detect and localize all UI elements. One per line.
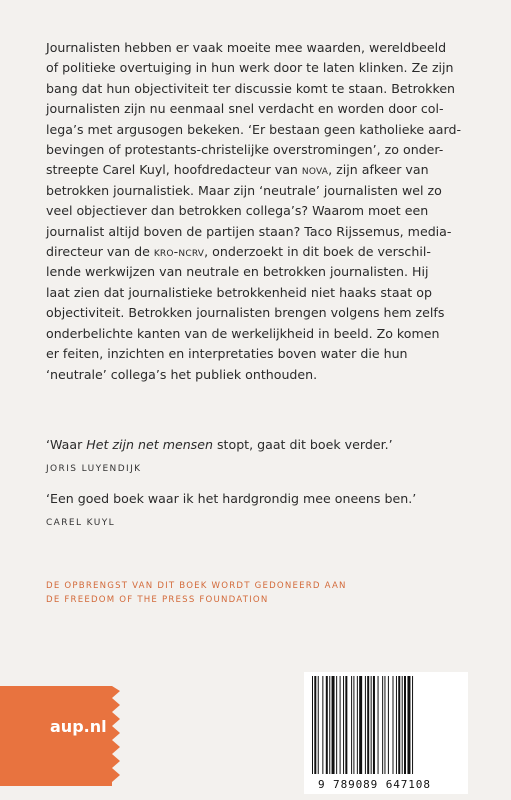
blurb-line: streepte Carel Kuyl, hoofdredacteur van nova, zijn afkeer van <box>46 162 429 178</box>
blurb-text <box>46 38 470 385</box>
publisher-tab <box>0 686 130 786</box>
blurb-line: objectiviteit. Betrokken journalisten brengen volgens hem zelfs <box>46 305 445 321</box>
quote-text: ‘Een goed boek waar ik het hardgrondig mee oneens ben.’ <box>46 491 417 506</box>
quote-author: CAREL KUYL <box>46 518 116 528</box>
blurb-line: journalist altijd boven de partijen staan? Taco Rijssemus, media- <box>46 223 452 239</box>
donation-note <box>46 579 347 607</box>
isbn-number: 9 789089 647108 <box>318 778 431 791</box>
donation-line: DE FREEDOM OF THE PRESS FOUNDATION <box>46 595 269 605</box>
blurb-line: journalisten zijn nu eenmaal snel verdacht en worden door col- <box>46 101 444 117</box>
quote-author: JORIS LUYENDIJK <box>46 464 142 474</box>
donation-line: DE OPBRENGST VAN DIT BOEK WORDT GEDONEERD AAN <box>46 581 347 591</box>
blurb-line: directeur van de kro-ncrv, onderzoekt in dit boek de verschil- <box>46 244 431 260</box>
quote-text: ‘Waar Het zijn net mensen stopt, gaat dit boek verder.’ <box>46 437 393 452</box>
blurb-line: veel objectiever dan betrokken collega’s? Waarom moet een <box>46 203 429 219</box>
blurb-line: of politieke overtuiging in hun werk door te laten klinken. Ze zijn <box>46 60 454 76</box>
blurb-line: lende werkwijzen van neutrale en betrokken journalisten. Hij <box>46 264 429 280</box>
quote-luyendijk <box>46 436 393 478</box>
blurb-line: laat zien dat journalistieke betrokkenheid niet haaks staat op <box>46 284 432 300</box>
publisher-website[interactable]: aup.nl <box>50 717 107 736</box>
barcode <box>304 672 468 794</box>
quote-kuyl <box>46 490 416 532</box>
blurb-line: er feiten, inzichten en interpretaties boven water die hun <box>46 346 408 362</box>
blurb-line: Journalisten hebben er vaak moeite mee waarden, wereldbeeld <box>46 40 447 55</box>
blurb-line: lega’s met argusogen bekeken. ‘Er bestaan geen katholieke aard- <box>46 121 462 137</box>
barcode-lines <box>304 672 468 794</box>
blurb-line: bang dat hun objectiviteit ter discussie komt te staan. Betrokken <box>46 80 456 96</box>
blurb-line: ‘neutrale’ collega’s het publiek onthouden. <box>46 366 318 382</box>
blurb-line: betrokken journalistiek. Maar zijn ‘neutrale’ journalisten wel zo <box>46 182 442 198</box>
blurb-line: onderbelichte kanten van de werkelijkheid in beeld. Zo komen <box>46 325 440 341</box>
blurb-line: bevingen of protestants-christelijke overstromingen’, zo onder- <box>46 142 444 158</box>
